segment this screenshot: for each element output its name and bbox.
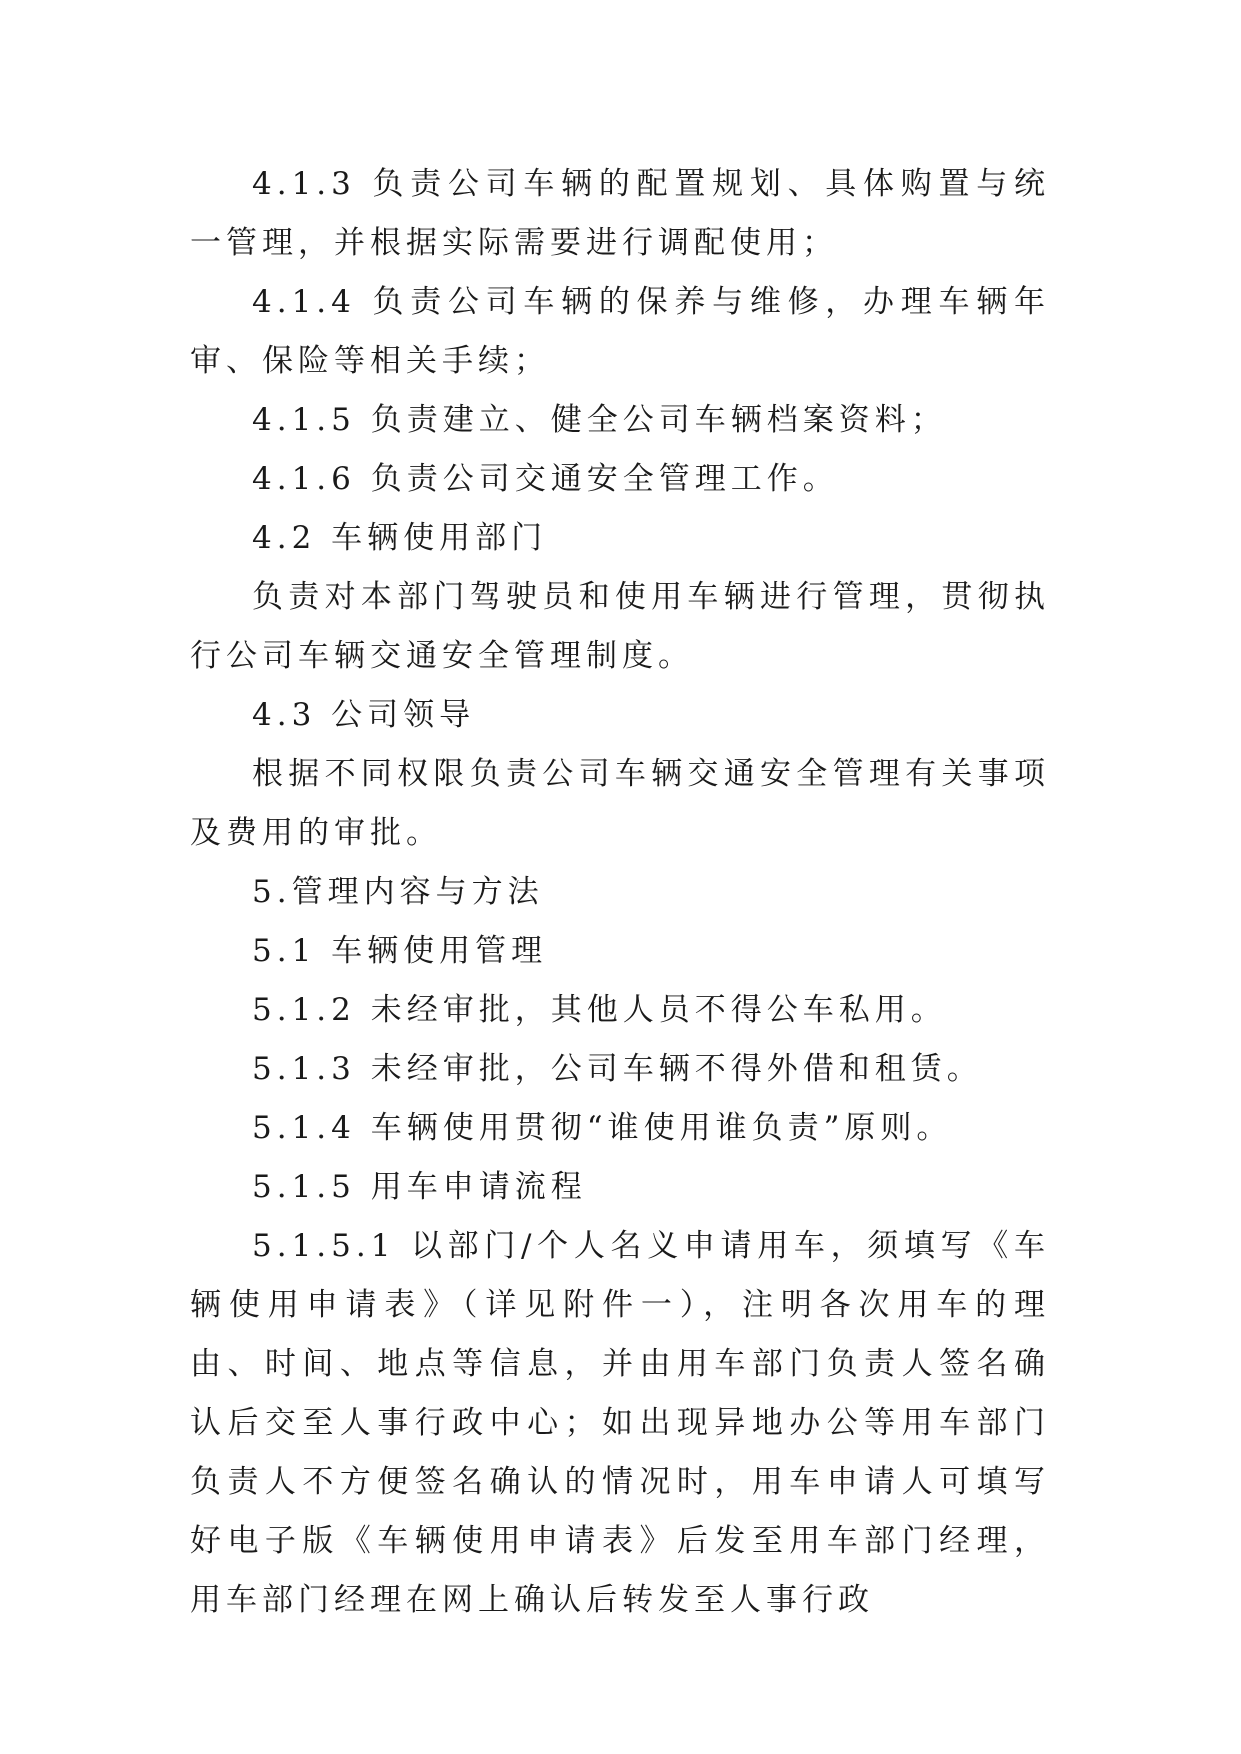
paragraph-4-3-body: 根据不同权限负责公司车辆交通安全管理有关事项及费用的审批。 xyxy=(190,756,1050,851)
heading-5-1-5: 5.1.5 用车申请流程 xyxy=(252,1169,587,1205)
heading-5-1: 5.1 车辆使用管理 xyxy=(252,933,548,969)
paragraph-5-1-5-1: 5.1.5.1 以部门/个人名义申请用车，须填写《车辆使用申请表》（详见附件一），注明各次用车的理由、时间、地点等信息，并由用车部门负责人签名确认后交至人事行政中心；如出现异地办公等用车部门负责人不方便签名确认的情况时，用车申请人可填写好电子版《车辆使用申请表》后发至用车部门经理，用车部门经理在网上确认后转发至人事行政 xyxy=(190,1228,1050,1618)
paragraph-4-1-6: 4.1.6 负责公司交通安全管理工作。 xyxy=(252,461,839,497)
paragraph-4-1-4: 4.1.4 负责公司车辆的保养与维修，办理车辆年审、保险等相关手续； xyxy=(190,284,1050,379)
paragraph-5-1-3: 5.1.3 未经审批，公司车辆不得外借和租赁。 xyxy=(252,1051,983,1087)
document-body xyxy=(190,155,1050,1630)
paragraph-4-1-5: 4.1.5 负责建立、健全公司车辆档案资料； xyxy=(252,402,947,438)
paragraph-5-1-2: 5.1.2 未经审批，其他人员不得公车私用。 xyxy=(252,992,947,1028)
paragraph-5-1-4: 5.1.4 车辆使用贯彻“谁使用谁负责”原则。 xyxy=(252,1110,953,1146)
paragraph-4-1-3: 4.1.3 负责公司车辆的配置规划、具体购置与统一管理，并根据实际需要进行调配使用； xyxy=(190,166,1050,261)
paragraph-4-2-body: 负责对本部门驾驶员和使用车辆进行管理，贯彻执行公司车辆交通安全管理制度。 xyxy=(190,579,1050,674)
heading-4-2: 4.2 车辆使用部门 xyxy=(252,520,548,556)
heading-5: 5.管理内容与方法 xyxy=(252,874,544,910)
heading-4-3: 4.3 公司领导 xyxy=(252,697,476,733)
